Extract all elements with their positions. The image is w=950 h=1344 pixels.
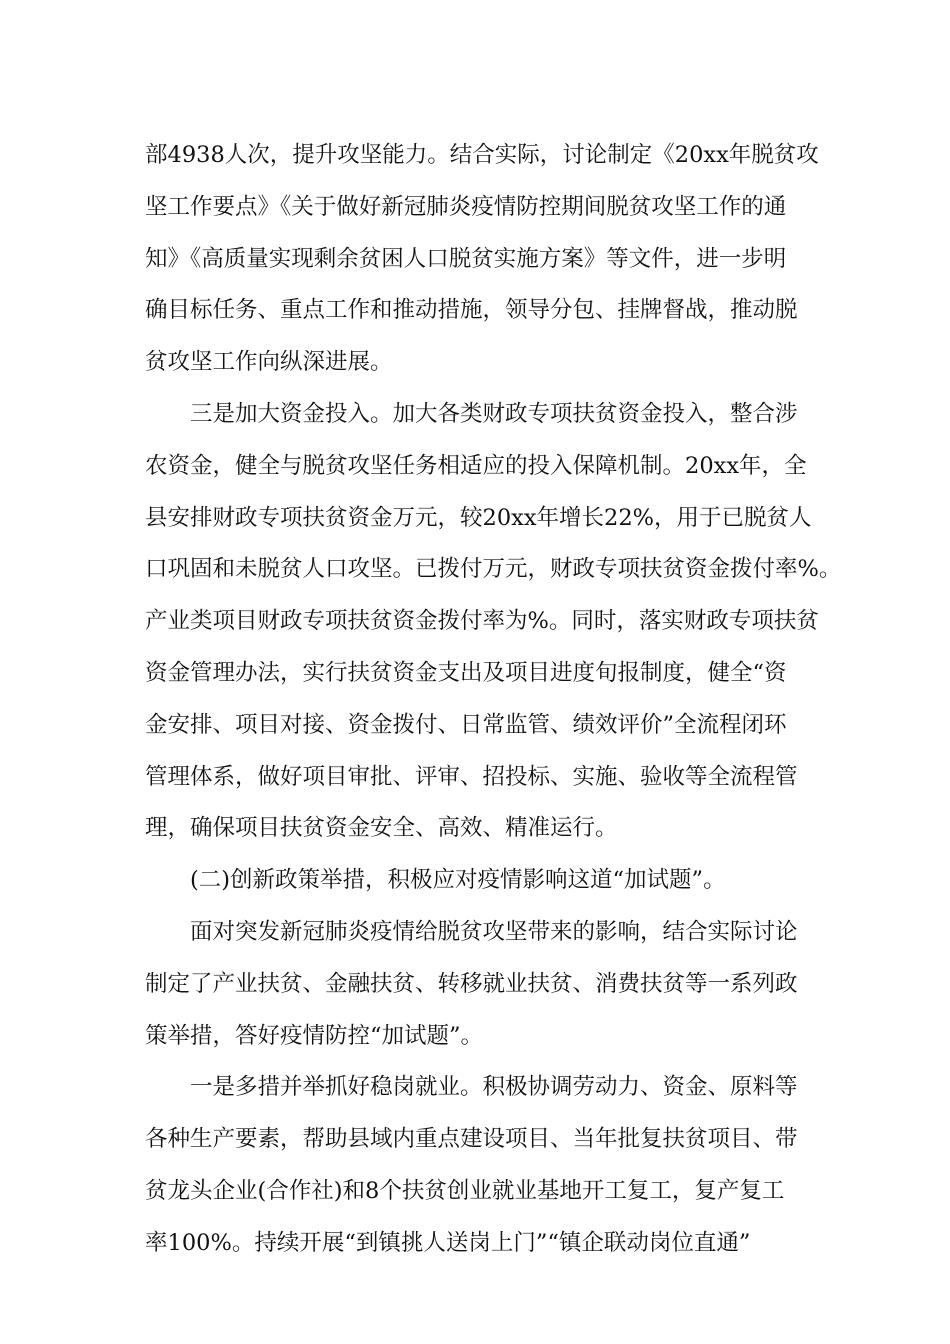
paragraph-start-line: 一是多措并举抓好稳岗就业。积极协调劳动力、资金、原料等 bbox=[190, 1074, 798, 1101]
text-line: 理，确保项目扶贫资金安全、高效、精准运行。 bbox=[145, 815, 618, 842]
text-line: 策举措，答好疫情防控“加试题”。 bbox=[145, 1022, 484, 1049]
paragraph-start-line: 三是加大资金投入。加大各类财政专项扶贫资金投入，整合涉 bbox=[190, 400, 798, 427]
text-line: 制定了产业扶贫、金融扶贫、转移就业扶贫、消费扶贫等一系列政 bbox=[145, 970, 798, 997]
text-line: 率100%。持续开展“到镇挑人送岗上门”“镇企联动岗位直通” bbox=[145, 1229, 751, 1256]
text-line: 各种生产要素，帮助县域内重点建设项目、当年批复扶贫项目、带 bbox=[145, 1126, 798, 1153]
section-heading: (二)创新政策举措，积极应对疫情影响这道“加试题”。 bbox=[190, 867, 726, 894]
paragraph-start-line: 面对突发新冠肺炎疫情给脱贫攻坚带来的影响，结合实际讨论 bbox=[190, 918, 798, 945]
text-line: 县安排财政专项扶贫资金万元，较20xx年增长22%，用于已脱贫人 bbox=[145, 504, 812, 531]
text-line: 坚工作要点》《关于做好新冠肺炎疫情防控期间脱贫攻坚工作的通 bbox=[145, 193, 787, 220]
text-line: 贫攻坚工作向纵深进展。 bbox=[145, 349, 393, 376]
text-line: 农资金，健全与脱贫攻坚任务相适应的投入保障机制。20xx年，全 bbox=[145, 452, 807, 479]
text-line: 资金管理办法，实行扶贫资金支出及项目进度旬报制度，健全“资 bbox=[145, 659, 787, 686]
text-line: 贫龙头企业(合作社)和8个扶贫创业就业基地开工复工，复产复工 bbox=[145, 1177, 785, 1204]
text-line: 金安排、项目对接、资金拨付、日常监管、绩效评价”全流程闭环 bbox=[145, 711, 787, 738]
text-line: 口巩固和未脱贫人口攻坚。已拨付万元，财政专项扶贫资金拨付率%。 bbox=[145, 556, 842, 583]
text-line: 管理体系，做好项目审批、评审、招投标、实施、验收等全流程管 bbox=[145, 763, 798, 790]
text-line: 确目标任务、重点工作和推动措施，领导分包、挂牌督战，推动脱 bbox=[145, 297, 798, 324]
text-line: 知》《高质量实现剩余贫困人口脱贫实施方案》等文件，进一步明 bbox=[145, 245, 787, 272]
text-line: 部4938人次，提升攻坚能力。结合实际，讨论制定《20xx年脱贫攻 bbox=[145, 142, 819, 168]
document-body bbox=[145, 130, 842, 1270]
text-line: 产业类项目财政专项扶贫资金拨付率为%。同时，落实财政专项扶贫 bbox=[145, 608, 819, 635]
